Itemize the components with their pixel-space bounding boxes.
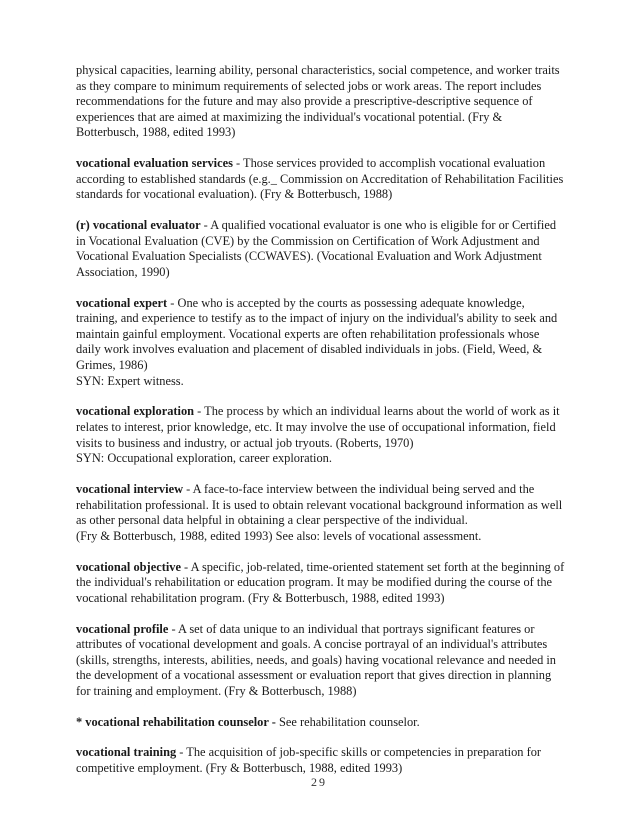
glossary-definition: - One who is accepted by the courts as possessing adequate knowledge, training, and experience to testify as to the impact of injury on the individual's ability to seek and maintain gainful employment. Vocational experts are often rehabilitation professionals whose daily work involves evaluation and placement of disabled individuals in jobs. (Field, Weed, & Grimes, 1986) [76,295,558,373]
glossary-synonym: SYN: Occupational exploration, career exploration. [76,451,332,466]
glossary-citation: (Fry & Botterbusch, 1988, edited 1993) See also: levels of vocational assessment. [76,528,482,543]
glossary-definition: - The process by which an individual learns about the world of work as it relates to interest, prior knowledge, etc. It may involve the use of occupational information, field visits to business and industry, or actual job tryouts. (Roberts, 1970) [76,404,560,450]
glossary-entry-rehabilitation-counselor [76,715,566,731]
glossary-entry-objective [76,560,566,607]
glossary-entry-interview [76,482,566,544]
glossary-definition: - The acquisition of job-specific skills or competencies in preparation for competitive employment. (Fry & Botterbusch, 1988, edited 1993) [76,745,542,776]
glossary-entry-exploration [76,404,566,466]
glossary-term: vocational exploration [76,404,195,419]
glossary-term: vocational expert [76,295,168,310]
glossary-definition: - Those services provided to accomplish vocational evaluation according to established standards (e.g._ Commission on Accreditation of Rehabilitation Facilities standards for vocational evaluation). (Fry & Botterbusch, 1988) [76,156,564,202]
glossary-term: vocational training [76,745,177,760]
glossary-definition: - A qualified vocational evaluator is one who is eligible for or Certified in Vocational Evaluation (CVE) by the Commission on Certification of Work Adjustment and Vocational Evaluation Specialists (CCWAVES). (Vocational Evaluation and Work Adjustment Association, 1990) [76,218,557,279]
glossary-definition: - A face-to-face interview between the individual being served and the rehabilitation professional. It is used to obtain relevant vocational background information as well as other personal data helpful in obtaining a clear perspective of the individual. [76,482,563,528]
glossary-term: vocational evaluation services [76,156,233,171]
glossary-entry-profile [76,622,566,700]
glossary-term: * vocational rehabilitation counselor - [76,714,276,729]
glossary-term: (r) vocational evaluator [76,218,201,233]
glossary-term: vocational interview [76,482,184,496]
glossary-definition: - A specific, job-related, time-oriented statement set forth at the beginning of the individual's rehabilitation or education program. It may be modified during the course of the vocational rehabilitation program. (Fry & Botterbusch, 1988, edited 1993) [76,559,565,605]
glossary-entry-evaluator [76,218,566,280]
glossary-term: vocational objective [76,559,181,574]
glossary-term: vocational profile [76,621,169,636]
glossary-definition: - A set of data unique to an individual that portrays significant features or attributes of vocational development and goals. A concise portrayal of an individual's attributes (skills, strengths, interests, abilities, needs, and goals) having vocational relevance and needed in the development of a vocational assessment or evaluation report that gives direction in planning for training and employment. (Fry & Botterbusch, 1988) [76,621,556,698]
glossary-entry-training [76,745,566,776]
glossary-entry-evaluation-services [76,156,566,203]
page-number: 29 [311,775,327,789]
document-page [76,63,566,792]
glossary-definition: See rehabilitation counselor. [275,714,420,729]
glossary-entry-expert [76,296,566,390]
continuation-paragraph [76,63,566,141]
continuation-text: physical capacities, learning ability, personal characteristics, social competence, and worker traits as they compare to minimum requirements of selected jobs or work areas. The report includes recommendations for the future and may also provide a prescriptive-descriptive sequence of experiences that are aimed at maximizing the individual's vocational potential. (Fry & Botterbusch, 1988, edited 1993) [76,63,560,140]
glossary-synonym: SYN: Expert witness. [76,373,184,388]
